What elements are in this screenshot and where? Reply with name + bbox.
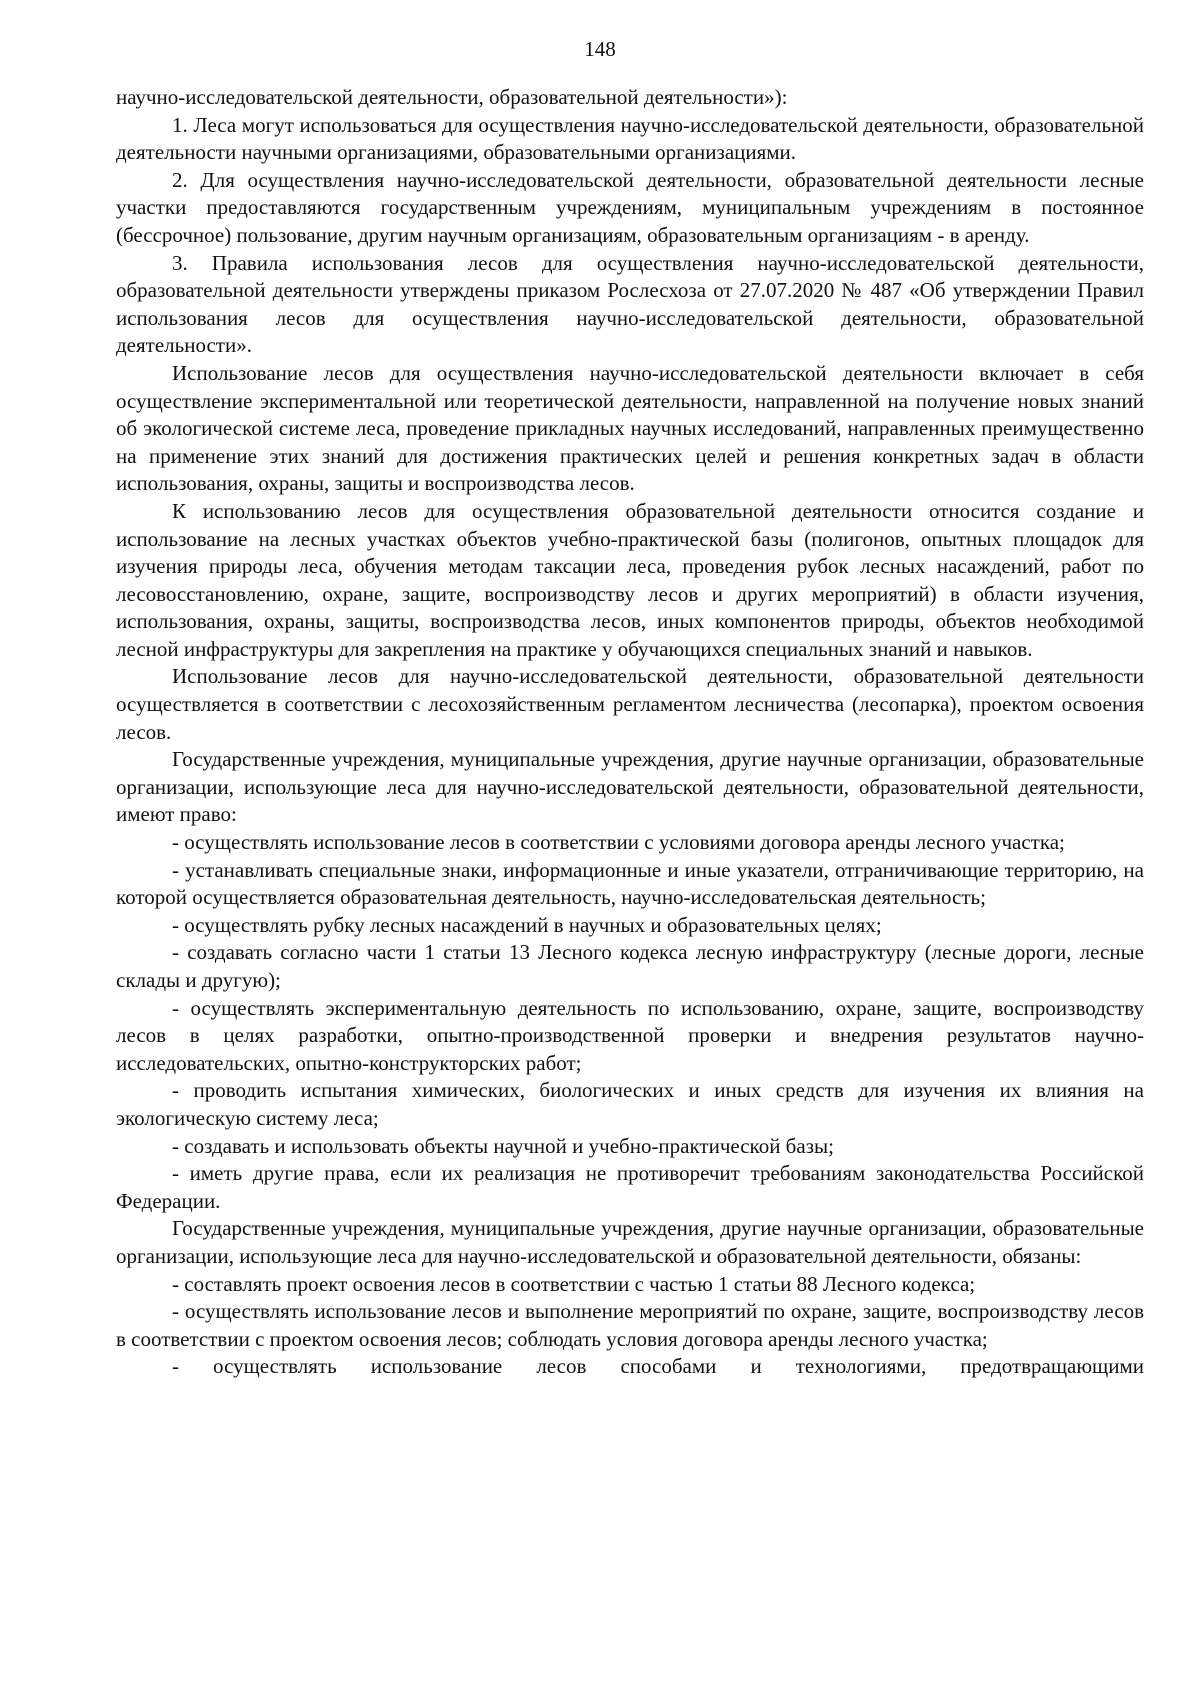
paragraph: - составлять проект освоения лесов в соответствии с частью 1 статьи 88 Лесного кодекса; — [172, 1271, 976, 1296]
paragraph: Государственные учреждения, муниципальные учреждения, другие научные организации, образовательные организации, использующие леса для научно-исследовательской и образовательной деятельности, обязаны: — [116, 1216, 1144, 1268]
paragraph: научно-исследовательской деятельности, образовательной деятельности»): — [116, 85, 788, 109]
paragraph: 3. Правила использования лесов для осуществления научно-исследовательской деятельности, образовательной деятельности утверждены приказом Рослесхоза от 27.07.2020 № 487 «Об утверждении Правил использования лесов для осуществления научно-исследовательской деятельности, образовательной деятельности». — [116, 250, 1144, 358]
page-number: 148 — [584, 37, 616, 61]
paragraph: - осуществлять использование лесов в соответствии с условиями договора аренды лесного участка; — [172, 830, 1065, 855]
paragraph: - осуществлять экспериментальную деятельность по использованию, охране, защите, воспроизводству лесов в целях разработки, опытно-производственной проверки и внедрения результатов научно-исследовательских, опытно-конструкторских работ; — [116, 995, 1144, 1075]
paragraph: - проводить испытания химических, биологических и иных средств для изучения их влияния на экологическую систему леса; — [116, 1078, 1144, 1130]
paragraph: Использование лесов для осуществления научно-исследовательской деятельности включает в себя осуществление экспериментальной или теоретической деятельности, направленной на получение новых знаний об экологической системе леса, проведение прикладных научных исследований, направленных преимущественно на применение этих знаний для достижения практических целей и решения конкретных задач в области использования, охраны, защиты и воспроизводства лесов. — [116, 360, 1144, 496]
paragraph: 2. Для осуществления научно-исследовательской деятельности, образовательной деятельности лесные участки предоставляются государственным учреждениям, муниципальным учреждениям в постоянное (бессрочное) пользование, другим научным организациям, образовательным организациям - в аренду. — [116, 167, 1144, 247]
paragraph: - создавать согласно части 1 статьи 13 Лесного кодекса лесную инфраструктуру (лесные дороги, лесные склады и другую); — [116, 940, 1144, 992]
paragraph: - осуществлять рубку лесных насаждений в научных и образовательных целях; — [172, 912, 882, 937]
paragraph: - осуществлять использование лесов способами и технологиями, предотвращающими — [172, 1354, 1144, 1379]
paragraph: - осуществлять использование лесов и выполнение мероприятий по охране, защите, воспроизводству лесов в соответствии с проектом освоения лесов; соблюдать условия договора аренды лесного участка; — [116, 1299, 1144, 1351]
paragraph: Использование лесов для научно-исследовательской деятельности, образовательной деятельности осуществляется в соответствии с лесохозяйственным регламентом лесничества (лесопарка), проектом освоения лесов. — [116, 664, 1144, 744]
paragraph: - создавать и использовать объекты научной и учебно-практической базы; — [172, 1133, 834, 1158]
paragraph: К использованию лесов для осуществления образовательной деятельности относится создание и использование на лесных участках объектов учебно-практической базы (полигонов, опытных площадок для изучения природы леса, обучения методам таксации леса, проведения рубок лесных насаждений, работ по лесовосстановлению, охране, защите, воспроизводству лесов и других мероприятий) в области изучения, использования, охраны, защиты, воспроизводства лесов, иных компонентов природы, объектов необходимой лесной инфраструктуры для закрепления на практике у обучающихся специальных знаний и навыков. — [116, 498, 1144, 661]
paragraph: 1. Леса могут использоваться для осуществления научно-исследовательской деятельности, образовательной деятельности научными организациями, образовательными организациями. — [116, 112, 1144, 165]
paragraph: Государственные учреждения, муниципальные учреждения, другие научные организации, образовательные организации, использующие леса для научно-исследовательской деятельности, образовательной деятельности, имеют право: — [116, 747, 1144, 827]
document-body — [116, 84, 1144, 1381]
paragraph: - иметь другие права, если их реализация не противоречит требованиям законодательства Российской Федерации. — [116, 1161, 1144, 1213]
paragraph: - устанавливать специальные знаки, информационные и иные указатели, отграничивающие территорию, на которой осуществляется образовательная деятельность, научно-исследовательская деятельность; — [116, 857, 1144, 910]
